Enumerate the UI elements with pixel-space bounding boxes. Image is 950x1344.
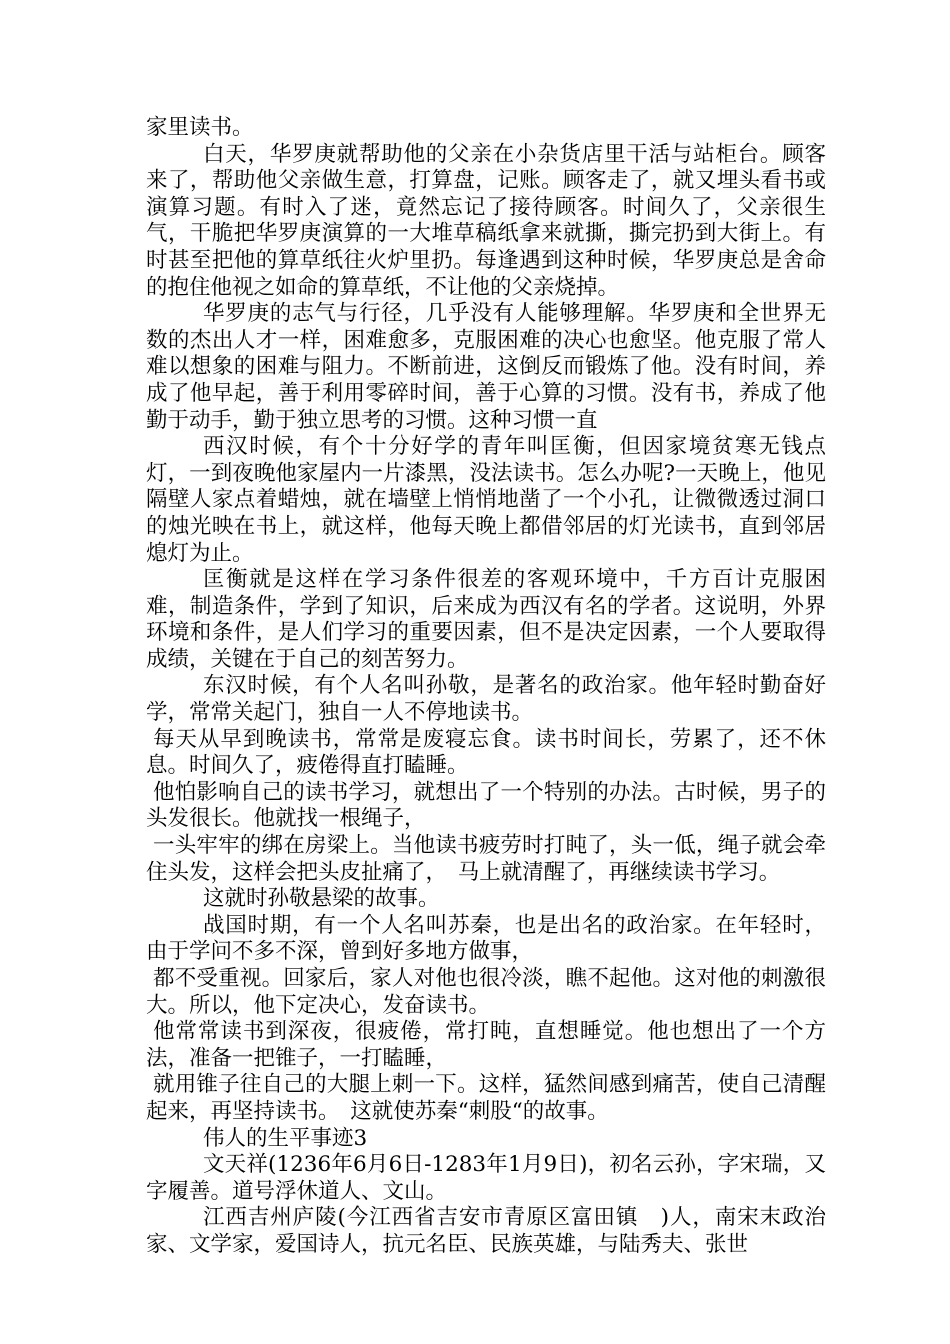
paragraph: 这就时孙敬悬梁的故事。 [203,886,440,912]
paragraph: 他常常读书到深夜，很疲倦，常打盹，直想睡觉。他也想出了一个方法，准备一把锥子，一打瞌睡， [146,1019,826,1071]
paragraph: 都不受重视。回家后，家人对他也很冷淡，瞧不起他。这对他的刺激很大。所以，他下定决心，发奋读书。 [146,966,826,1018]
paragraph: 东汉时候，有个人名叫孙敬，是著名的政治家。他年轻时勤奋好学，常常关起门，独自一人不停地读书。 [146,673,826,726]
paragraph: 文天祥(1236年6月6日-1283年1月9日)，初名云孙，字宋瑞，又字履善。道号浮休道人、文山。 [146,1152,826,1204]
paragraph: 战国时期，有一个人名叫苏秦，也是出名的政治家。在年轻时，由于学问不多不深，曾到好多地方做事， [146,912,826,965]
paragraph: 白天，华罗庚就帮助他的父亲在小杂货店里干活与站柜台。顾客来了，帮助他父亲做生意，打算盘，记账。顾客走了，就又埋头看书或演算习题。有时入了迷，竟然忘记了接待顾客。时间久了，父亲很生气，干脆把华罗庚演算的一大堆草稿纸拿来就撕，撕完扔到大街上。有时甚至把他的算草纸往火炉里扔。每逢遇到这种时候，华罗庚总是舍命的抱住他视之如命的算草纸，不让他的父亲烧掉。 [146,141,826,300]
paragraph: 就用锥子往自己的大腿上刺一下。这样，猛然间感到痛苦，使自己清醒起来，再坚持读书。 这就使苏秦“刺股“的故事。 [146,1072,826,1124]
body-text [146,115,826,1259]
paragraph: 江西吉州庐陵(今江西省吉安市青原区富田镇 )人，南宋末政治家、文学家，爱国诗人，抗元名臣、民族英雄，与陆秀夫、张世 [146,1205,826,1257]
paragraph: 一头牢牢的绑在房梁上。当他读书疲劳时打盹了，头一低，绳子就会牵住头发，这样会把头皮扯痛了， 马上就清醒了，再继续读书学习。 [146,833,826,885]
paragraph: 家里读书。 [146,115,254,140]
paragraph: 西汉时候，有个十分好学的青年叫匡衡，但因家境贫寒无钱点灯，一到夜晚他家屋内一片漆黑，没法读书。怎么办呢?一天晚上，他见隔壁人家点着蜡烛，就在墙壁上悄悄地凿了一个小孔，让微微透过洞口的烛光映在书上，就这样，他每天晚上都借邻居的灯光读书，直到邻居熄灯为止。 [146,434,826,566]
paragraph: 匡衡就是这样在学习条件很差的客观环境中，千方百计克服困难，制造条件，学到了知识，后来成为西汉有名的学者。这说明，外界环境和条件，是人们学习的重要因素，但不是决定因素，一个人要取得成绩，关键在于自己的刻苦努力。 [146,567,826,672]
paragraph: 每天从早到晚读书，常常是废寝忘食。读书时间长，劳累了，还不休息。时间久了，疲倦得直打瞌睡。 [146,726,826,779]
section-heading: 伟人的生平事迹3 [203,1125,368,1151]
paragraph: 他怕影响自己的读书学习，就想出了一个特别的办法。古时候，男子的头发很长。他就找一根绳子， [146,779,826,832]
paragraph: 华罗庚的志气与行径，几乎没有人能够理解。华罗庚和全世界无数的杰出人才一样，困难愈多，克服困难的决心也愈坚。他克服了常人难以想象的困难与阻力。不断前进，这倒反而锻炼了他。没有时间，养成了他早起，善于利用零碎时间，善于心算的习惯。没有书，养成了他勤于动手，勤于独立思考的习惯。这种习惯一直 [146,301,826,433]
